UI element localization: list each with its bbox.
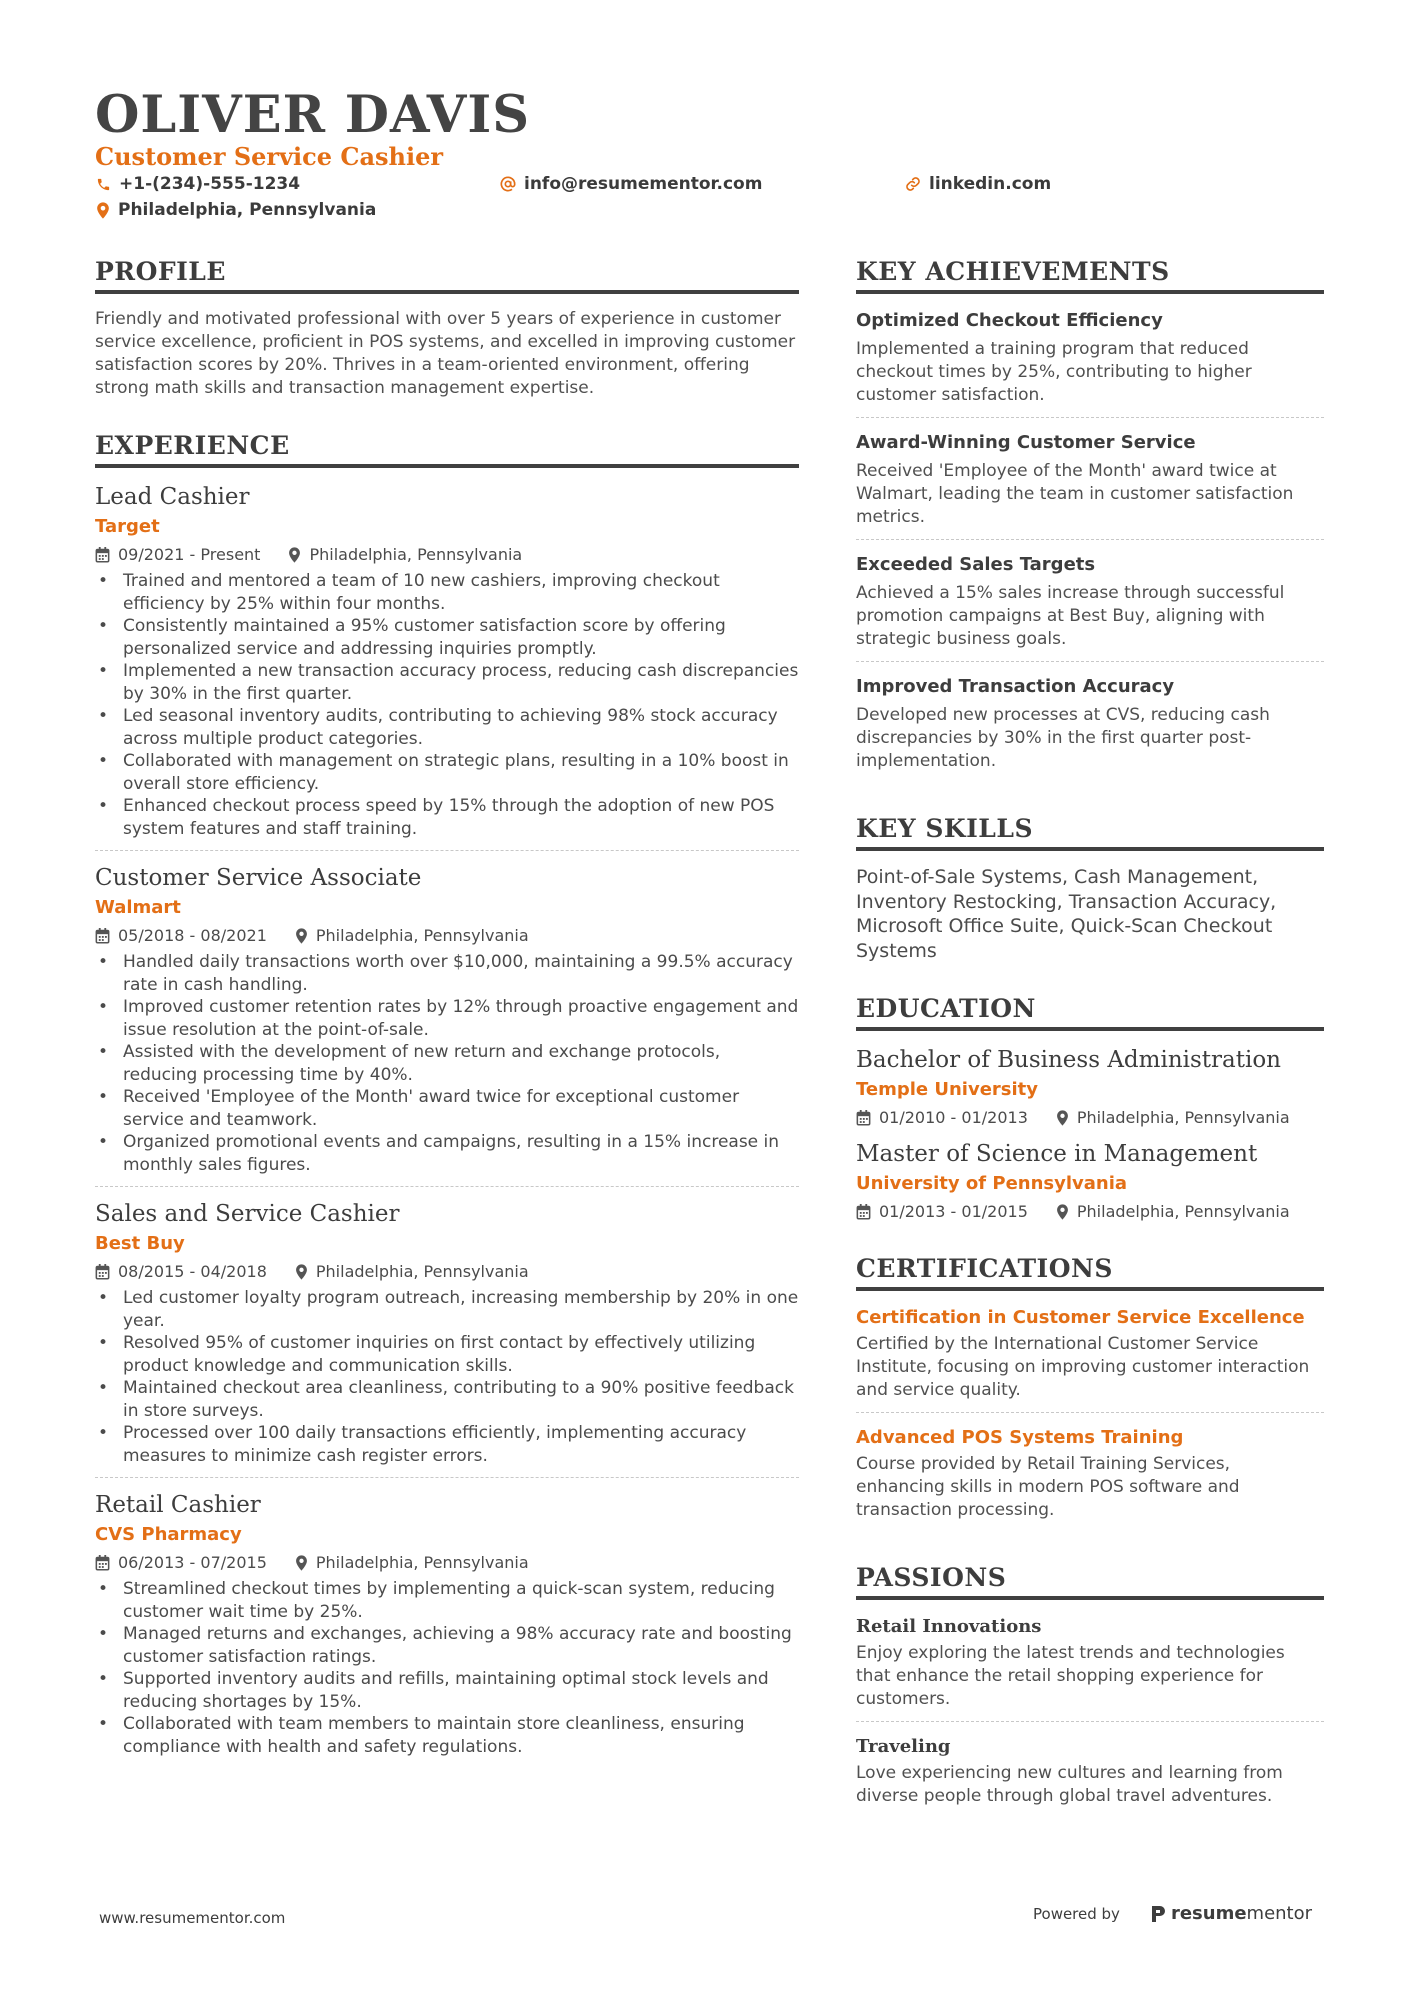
phone-icon [96, 177, 111, 192]
job-bullets [95, 1287, 799, 1467]
achievement-title: Award-Winning Customer Service [856, 432, 1196, 453]
brand-name-b: mentor [1246, 1903, 1313, 1924]
linkedin-text[interactable]: linkedin.com [929, 174, 1052, 194]
bullet-item: • Trained and mentored a team of 10 new cashiers, improving checkout efficiency by 25% within four months. [95, 570, 799, 615]
bullet-item: • Processed over 100 daily transactions efficiently, implementing accuracy measures to minimize cash register errors. [95, 1422, 799, 1467]
resumementor-logo-icon [1150, 1904, 1166, 1924]
job-dates [95, 1261, 267, 1283]
job-location [288, 544, 522, 566]
bullet-item: • Enhanced checkout process speed by 15% through the adoption of new POS system features and staff training. [95, 795, 799, 840]
bullet-item: • Organized promotional events and campaigns, resulting in a 15% increase in monthly sales figures. [95, 1131, 799, 1176]
achievement-text: Implemented a training program that reduced checkout times by 25%, contributing to higher customer satisfaction. [856, 339, 1252, 405]
education-item [856, 1045, 1324, 1129]
location-pin-icon [1056, 1110, 1069, 1126]
achievement-title: Improved Transaction Accuracy [856, 676, 1175, 697]
at-icon [500, 176, 516, 192]
contact-email[interactable] [500, 174, 762, 194]
left-column [95, 256, 799, 1798]
job-dates-text: 06/2013 - 07/2015 [118, 1553, 267, 1572]
bullet-item: • Led customer loyalty program outreach, increasing membership by 20% in one year. [95, 1287, 799, 1332]
job-bullets [95, 570, 799, 840]
job-bullets [95, 1578, 799, 1758]
bullet-item: • Managed returns and exchanges, achieving a 98% accuracy rate and boosting customer satisfaction ratings. [95, 1623, 799, 1668]
bullet-item: • Received 'Employee of the Month' award twice for exceptional customer service and teamwork. [95, 1086, 799, 1131]
passion-title: Retail Innovations [856, 1616, 1042, 1637]
certifications-section [856, 1253, 1324, 1532]
achievement-text: Achieved a 15% sales increase through successful promotion campaigns at Best Buy, aligning with strategic business goals. [856, 583, 1285, 649]
education-dates [856, 1201, 1028, 1223]
brand-logo[interactable] [1150, 1903, 1312, 1924]
certification-title: Advanced POS Systems Training [856, 1427, 1184, 1448]
job-dates [95, 1552, 267, 1574]
candidate-role: Customer Service Cashier [95, 142, 444, 171]
education-meta [856, 1107, 1324, 1129]
calendar-icon [856, 1204, 871, 1220]
job-entry [95, 482, 799, 851]
candidate-name: OLIVER DAVIS [95, 85, 531, 145]
degree-title: Bachelor of Business Administration [856, 1047, 1281, 1073]
education-location [1056, 1201, 1290, 1223]
bullet-item: • Improved customer retention rates by 12% through proactive engagement and issue resolution at the point-of-sale. [95, 996, 799, 1041]
job-bullets [95, 951, 799, 1176]
job-entry [95, 1199, 799, 1478]
job-location-text: Philadelphia, Pennsylvania [315, 1262, 529, 1281]
calendar-icon [95, 1555, 110, 1571]
job-location-text: Philadelphia, Pennsylvania [315, 926, 529, 945]
section-title: PASSIONS [856, 1562, 1324, 1600]
company-name: CVS Pharmacy [95, 1524, 242, 1545]
job-location [295, 1552, 529, 1574]
location-pin-icon [288, 547, 301, 563]
job-entry [95, 863, 799, 1187]
certification-title: Certification in Customer Service Excellence [856, 1307, 1305, 1328]
company-name: Best Buy [95, 1233, 185, 1254]
passion-item [856, 1614, 1324, 1722]
section-title: CERTIFICATIONS [856, 1253, 1324, 1291]
passion-title: Traveling [856, 1736, 951, 1757]
education-dates-text: 01/2013 - 01/2015 [879, 1202, 1028, 1221]
certification-item [856, 1305, 1324, 1413]
job-dates-text: 05/2018 - 08/2021 [118, 926, 267, 945]
section-title: EDUCATION [856, 993, 1324, 1031]
location-text: Philadelphia, Pennsylvania [118, 200, 377, 220]
job-meta [95, 544, 799, 566]
education-meta [856, 1201, 1324, 1223]
education-dates-text: 01/2010 - 01/2013 [879, 1108, 1028, 1127]
education-dates [856, 1107, 1028, 1129]
achievement-title: Exceeded Sales Targets [856, 554, 1096, 575]
bullet-item: • Streamlined checkout times by implementing a quick-scan system, reducing customer wait time by 25%. [95, 1578, 799, 1623]
job-location-text: Philadelphia, Pennsylvania [315, 1553, 529, 1572]
bullet-item: • Resolved 95% of customer inquiries on first contact by effectively utilizing product knowledge and communication skills. [95, 1332, 799, 1377]
job-title: Customer Service Associate [95, 865, 422, 891]
job-title: Sales and Service Cashier [95, 1201, 400, 1227]
bullet-item: • Led seasonal inventory audits, contributing to achieving 98% stock accuracy across multiple product categories. [95, 705, 799, 750]
education-section [856, 993, 1324, 1223]
job-dates-text: 09/2021 - Present [118, 545, 261, 564]
achievement-item [856, 552, 1324, 662]
bullet-item: • Implemented a new transaction accuracy process, reducing cash discrepancies by 30% in the first quarter. [95, 660, 799, 705]
profile-section [95, 256, 799, 400]
job-meta [95, 925, 799, 947]
profile-text: Friendly and motivated professional with over 5 years of experience in customer service excellence, proficient in POS systems, and excelled in improving customer satisfaction scores by 20%. Thrives in a team-oriented environment, offering strong math skills and transaction management expertise. [95, 309, 796, 398]
section-title: EXPERIENCE [95, 430, 799, 468]
job-dates-text: 08/2015 - 04/2018 [118, 1262, 267, 1281]
job-title: Retail Cashier [95, 1492, 261, 1518]
email-text[interactable]: info@resumementor.com [524, 174, 763, 194]
certification-text: Certified by the International Customer Service Institute, focusing on improving customer interaction and service quality. [856, 1334, 1310, 1400]
achievement-item [856, 308, 1324, 418]
education-location-text: Philadelphia, Pennsylvania [1076, 1202, 1290, 1221]
location-pin-icon [295, 928, 308, 944]
footer-website[interactable]: www.resumementor.com [99, 1909, 286, 1927]
education-location [1056, 1107, 1290, 1129]
skills-text: Point-of-Sale Systems, Cash Management, Inventory Restocking, Transaction Accuracy, Microsoft Office Suite, Quick-Scan Checkout Systems [856, 866, 1277, 962]
certification-text: Course provided by Retail Training Services, enhancing skills in modern POS software and transaction processing. [856, 1454, 1240, 1520]
education-item [856, 1139, 1324, 1223]
calendar-icon [95, 547, 110, 563]
calendar-icon [95, 928, 110, 944]
job-location-text: Philadelphia, Pennsylvania [309, 545, 523, 564]
company-name: Target [95, 516, 160, 537]
footer-powered-by [1033, 1903, 1312, 1924]
education-location-text: Philadelphia, Pennsylvania [1076, 1108, 1290, 1127]
phone-text: +1-(234)-555-1234 [119, 174, 301, 194]
section-title: PROFILE [95, 256, 799, 294]
powered-by-label: Powered by [1033, 1904, 1120, 1923]
job-title: Lead Cashier [95, 484, 250, 510]
link-icon [905, 176, 921, 192]
job-location [295, 1261, 529, 1283]
achievement-item [856, 674, 1324, 783]
brand-name-a: resume [1170, 1903, 1247, 1924]
job-meta [95, 1261, 799, 1283]
bullet-item: • Handled daily transactions worth over $10,000, maintaining a 99.5% accuracy rate in cash handling. [95, 951, 799, 996]
location-pin-icon [96, 202, 110, 219]
location-pin-icon [295, 1555, 308, 1571]
bullet-item: • Consistently maintained a 95% customer satisfaction score by offering personalized service and addressing inquiries promptly. [95, 615, 799, 660]
passion-text: Love experiencing new cultures and learning from diverse people through global travel adventures. [856, 1763, 1283, 1806]
bullet-item: • Collaborated with management on strategic plans, resulting in a 10% boost in overall store efficiency. [95, 750, 799, 795]
achievement-text: Received 'Employee of the Month' award twice at Walmart, leading the team in customer satisfaction metrics. [856, 461, 1294, 527]
company-name: Walmart [95, 897, 181, 918]
contact-location [96, 200, 376, 220]
achievements-section [856, 256, 1324, 783]
bullet-item: • Collaborated with team members to maintain store cleanliness, ensuring compliance with health and safety regulations. [95, 1713, 799, 1758]
section-title: KEY SKILLS [856, 813, 1324, 851]
bullet-item: • Assisted with the development of new return and exchange protocols, reducing processing time by 40%. [95, 1041, 799, 1086]
job-location [295, 925, 529, 947]
passion-item [856, 1734, 1324, 1818]
contact-phone [96, 174, 300, 194]
contact-linkedin[interactable] [905, 174, 1051, 194]
degree-title: Master of Science in Management [856, 1141, 1258, 1167]
bullet-item: • Maintained checkout area cleanliness, contributing to a 90% positive feedback in store surveys. [95, 1377, 799, 1422]
certification-item [856, 1425, 1324, 1532]
calendar-icon [95, 1264, 110, 1280]
job-dates [95, 544, 260, 566]
job-dates [95, 925, 267, 947]
passions-section [856, 1562, 1324, 1818]
bullet-item: • Supported inventory audits and refills, maintaining optimal stock levels and reducing shortages by 15%. [95, 1668, 799, 1713]
skills-section [856, 813, 1324, 963]
job-entry [95, 1490, 799, 1768]
passion-text: Enjoy exploring the latest trends and technologies that enhance the retail shopping experience for customers. [856, 1643, 1285, 1709]
school-name: University of Pennsylvania [856, 1173, 1128, 1194]
experience-section [95, 430, 799, 1768]
location-pin-icon [295, 1264, 308, 1280]
section-title: KEY ACHIEVEMENTS [856, 256, 1324, 294]
right-column [856, 256, 1324, 1848]
school-name: Temple University [856, 1079, 1039, 1100]
achievement-text: Developed new processes at CVS, reducing cash discrepancies by 30% in the first quarter post-implementation. [856, 705, 1270, 771]
job-meta [95, 1552, 799, 1574]
achievement-item [856, 430, 1324, 540]
location-pin-icon [1056, 1204, 1069, 1220]
calendar-icon [856, 1110, 871, 1126]
achievement-title: Optimized Checkout Efficiency [856, 310, 1163, 331]
